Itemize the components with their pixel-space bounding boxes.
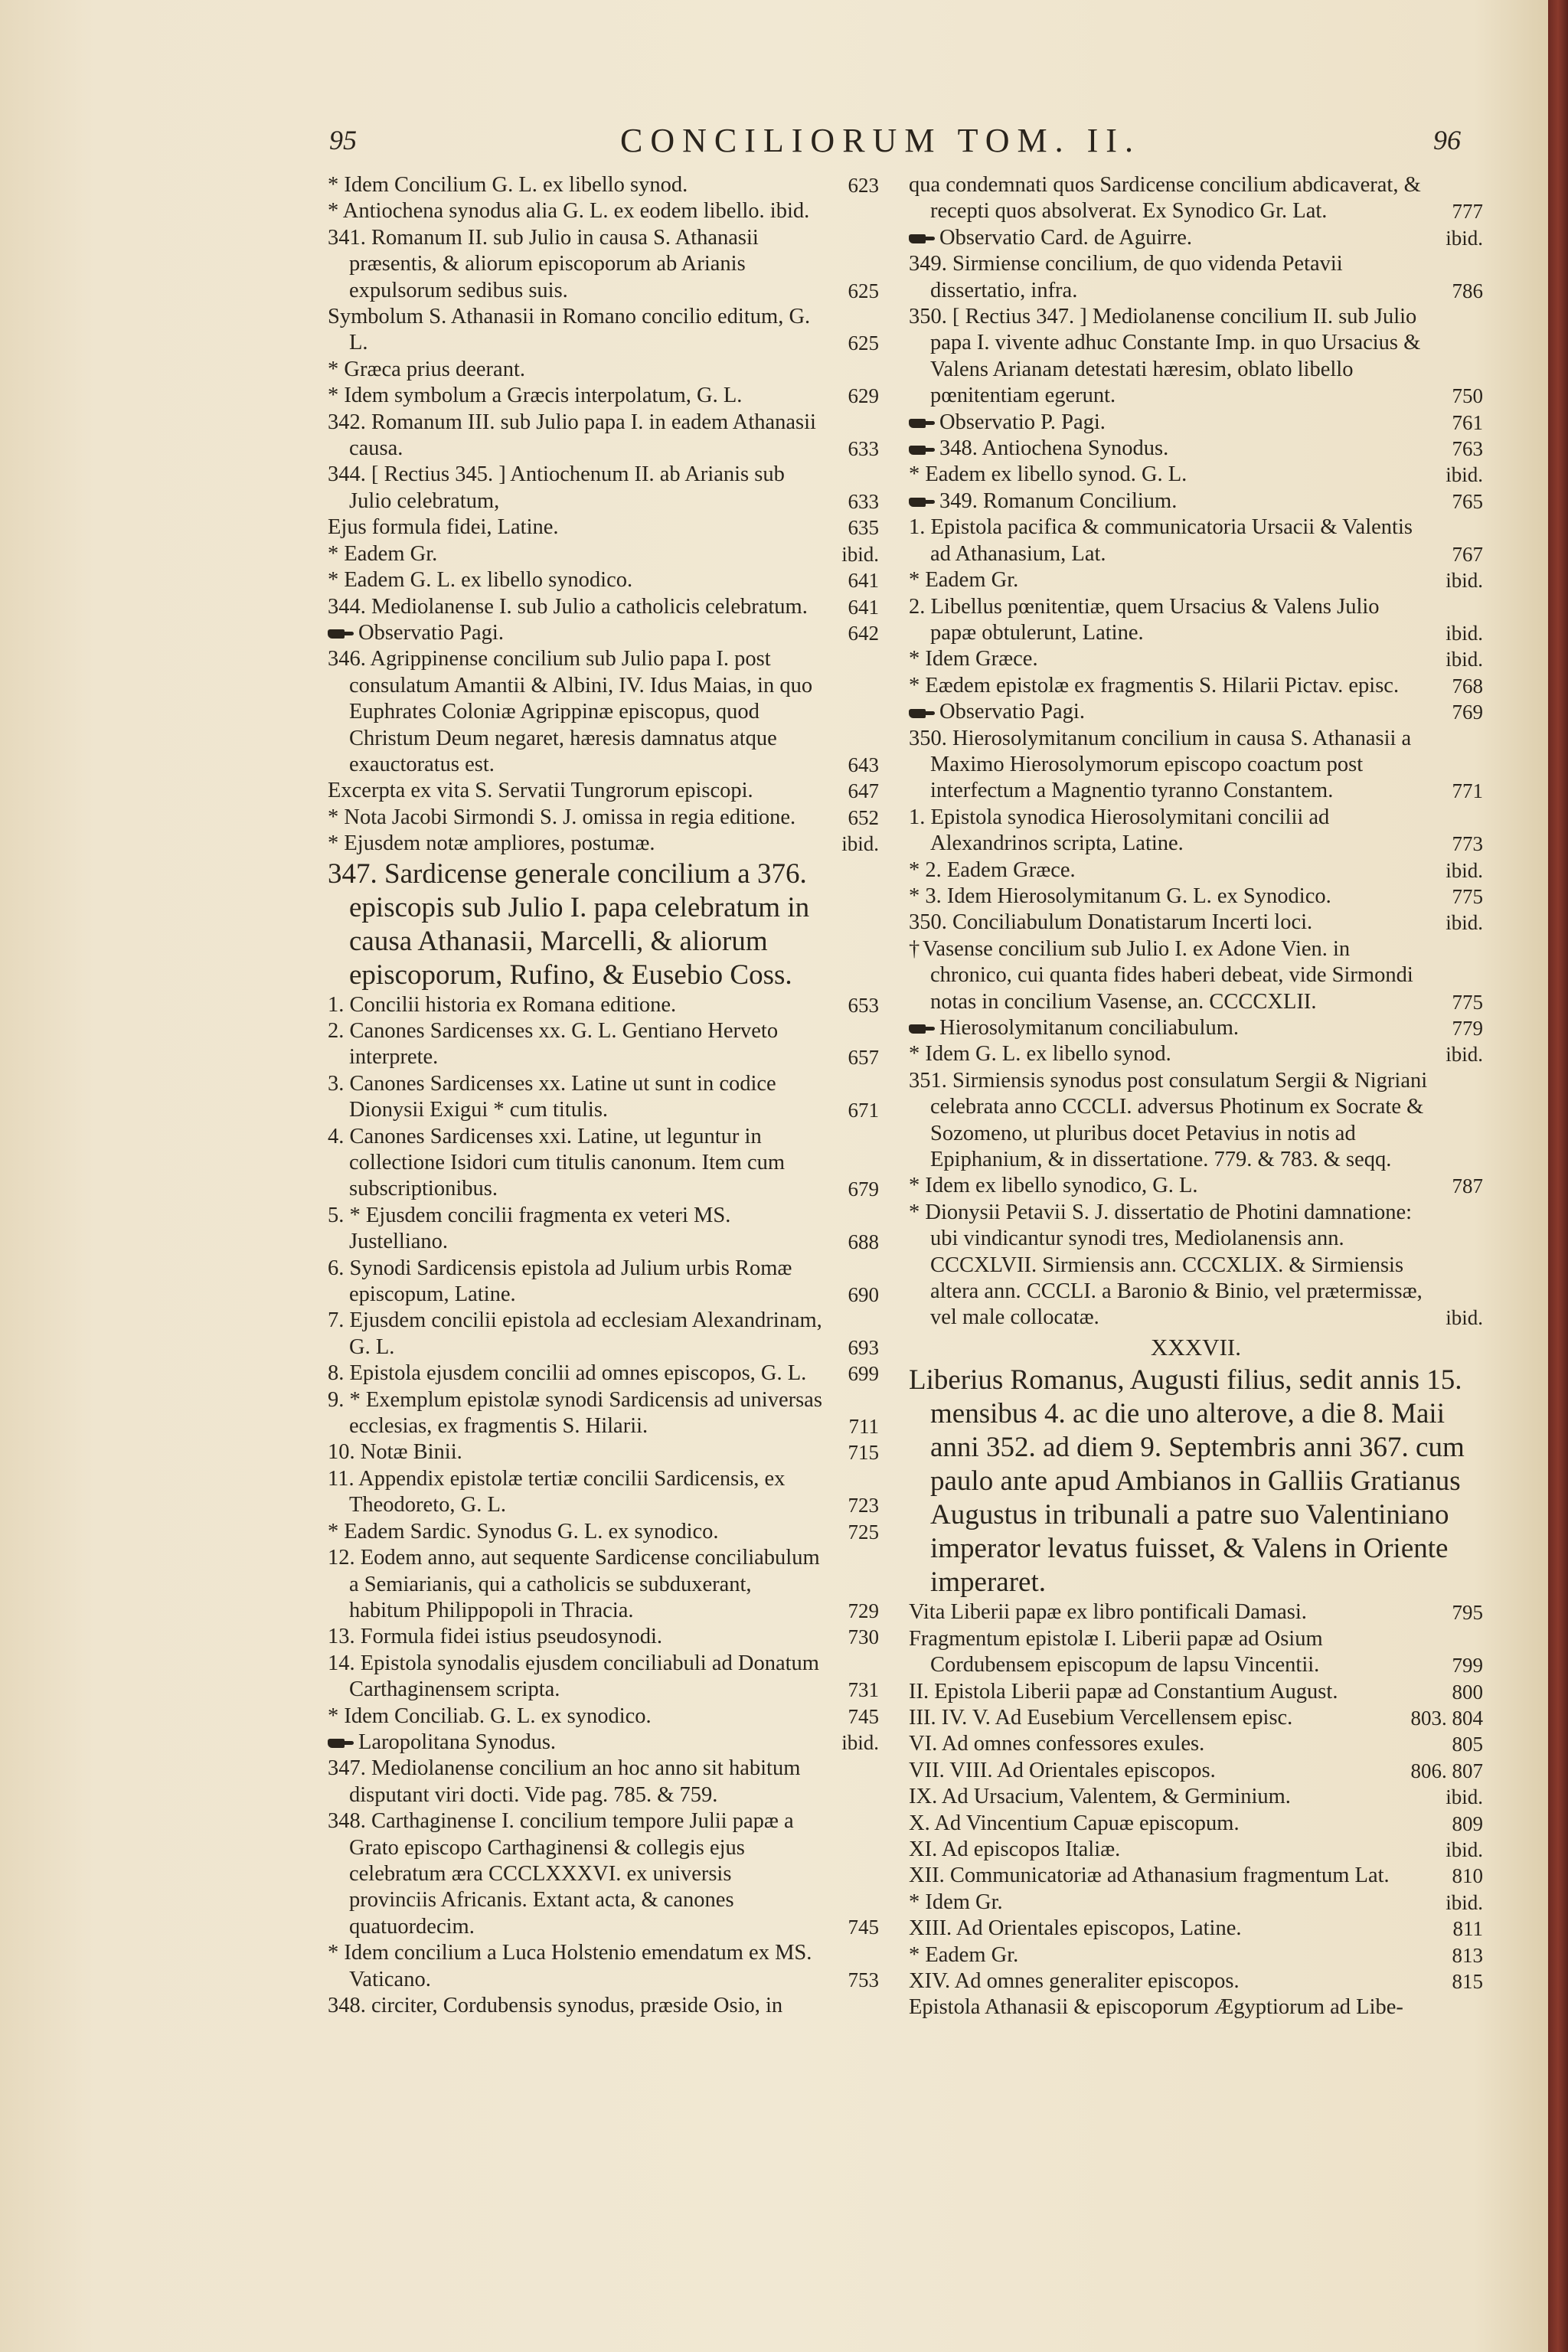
entry-text: X. Ad Vincentium Capuæ episcopum. [909, 1811, 1240, 1835]
entry-text: 347. Sardicense generale concilium a 376. episcopis sub Julio I. papa celebratum in causa Athanasii, Marcelli, & aliorum episcoporum, Rufino, & Eusebio Coss. [328, 858, 810, 991]
index-entry [909, 805, 1483, 858]
entry-page-number: 763 [1452, 437, 1483, 461]
entry-page-number: 671 [848, 1099, 879, 1122]
index-entry [328, 462, 879, 514]
index-entry [909, 1015, 1483, 1041]
index-entry [909, 514, 1483, 567]
index-entry [909, 251, 1483, 304]
index-entry [909, 646, 1483, 672]
entry-page-number: 813 [1452, 1943, 1483, 1967]
index-entry [909, 858, 1483, 884]
index-entry [328, 778, 879, 804]
entry-text: qua condemnati quos Sardicense concilium abdicaverat, & recepti quos absolverat. Ex Synodico Gr. Lat. [909, 173, 1421, 224]
entry-page-number: 805 [1452, 1733, 1483, 1756]
index-entry [328, 1071, 879, 1124]
index-entry [909, 1758, 1483, 1784]
index-entry [328, 992, 879, 1018]
index-entry [328, 594, 879, 620]
index-entry [328, 1203, 879, 1256]
pointing-hand-icon [909, 495, 935, 509]
entry-page-number: ibid. [841, 542, 879, 566]
index-entry [328, 1308, 879, 1361]
entry-text: * 3. Idem Hierosolymitanum G. L. ex Synodico. [909, 884, 1331, 908]
running-title: CONCILIORUM TOM. II. [620, 122, 1141, 159]
entry-text: XII. Communicatoriæ ad Athanasium fragmentum Lat. [909, 1864, 1390, 1888]
entry-text: III. IV. V. Ad Eusebium Vercellensem episc. [909, 1705, 1293, 1730]
entry-page-number: 729 [848, 1599, 879, 1622]
entry-text: 2. Canones Sardicenses xx. G. L. Gentiano Herveto interprete. [328, 1018, 779, 1070]
entry-page-number: 775 [1452, 990, 1483, 1014]
index-entry [328, 198, 879, 224]
entry-page-number: 731 [848, 1678, 879, 1702]
entry-page-number: 779 [1452, 1017, 1483, 1040]
entry-text: 14. Epistola synodalis ejusdem conciliabuli ad Donatum Carthaginensem scripta. [328, 1651, 819, 1702]
entry-text: 11. Appendix epistolæ tertiæ concilii Sardicensis, ex Theodoreto, G. L. [328, 1466, 786, 1517]
index-entry [328, 410, 879, 462]
entry-text: Hierosolymitanum conciliabulum. [939, 1016, 1240, 1040]
entry-text: * Eadem Gr. [328, 541, 438, 566]
index-entry [328, 1545, 879, 1624]
entry-text: 350. Conciliabulum Donatistarum Incerti loci. [909, 910, 1313, 935]
index-entry [909, 594, 1483, 647]
entry-page-number: ibid. [1446, 1838, 1483, 1861]
entry-text: * Idem Græce. [909, 647, 1038, 671]
entry-page-number: 806. 807 [1410, 1759, 1483, 1782]
entry-text: Fragmentum epistolæ I. Liberii papæ ad Osium Cordubensem episcopum de lapsu Vincentii. [909, 1626, 1323, 1677]
entry-text: 346. Agrippinense concilium sub Julio papa I. post consulatum Amantii & Albini, IV. Idus Maias, in quo Euphrates Coloniæ Agrippinæ episcopus, quod Christum Deum negaret, hæresis damnatus atque exauctoratus est. [328, 647, 813, 776]
entry-text: VI. Ad omnes confessores exules. [909, 1732, 1205, 1756]
entry-text: 13. Formula fidei istius pseudosynodi. [328, 1625, 662, 1649]
index-entry [328, 1256, 879, 1308]
entry-page-number: 800 [1452, 1680, 1483, 1704]
entry-page-number: 725 [848, 1520, 879, 1544]
entry-page-number: ibid. [841, 1730, 879, 1754]
entry-text: 3. Canones Sardicenses xx. Latine ut sunt in codice Dionysii Exigui * cum titulis. [328, 1071, 776, 1122]
index-entry [909, 1679, 1483, 1705]
entry-page-number: ibid. [1446, 463, 1483, 487]
entry-page-number: 635 [848, 516, 879, 540]
entry-text: 350. Hierosolymitanum concilium in causa S. Athanasii a Maximo Hierosolymorum episcopo coactum post interfectum a Magnentio tyranno Constantem. [909, 726, 1412, 803]
entry-text: Observatio Card. de Aguirre. [939, 225, 1193, 250]
entry-page-number: 815 [1452, 1969, 1483, 1993]
index-entry [328, 1439, 879, 1465]
index-entry [909, 1626, 1483, 1679]
entry-page-number: ibid. [841, 832, 879, 856]
entry-page-number: 699 [848, 1362, 879, 1386]
entry-page-number: 753 [848, 1968, 879, 1991]
entry-page-number: 799 [1452, 1654, 1483, 1677]
index-entry [328, 646, 879, 778]
index-entry [909, 1173, 1483, 1199]
entry-page-number: 652 [848, 805, 879, 829]
entry-text: 350. [ Rectius 347. ] Mediolanense concilium II. sub Julio papa I. vivente adhuc Constante Imp. in quo Ursacius & Valens Arianam detestati hæresim, oblato libello pœnitentiam egerunt. [909, 305, 1421, 408]
pointing-hand-icon [909, 1022, 935, 1036]
index-entry [909, 1942, 1483, 1968]
entry-text: * Nota Jacobi Sirmondi S. J. omissa in regia editione. [328, 805, 796, 829]
index-entry [328, 357, 879, 383]
index-entry [909, 172, 1483, 225]
entry-text: Excerpta ex vita S. Servatii Tungrorum episcopi. [328, 779, 753, 803]
entry-text: 344. [ Rectius 345. ] Antiochenum II. ab Arianis sub Julio celebratum, [328, 462, 785, 513]
entry-page-number: 771 [1452, 779, 1483, 803]
entry-text: 348. circiter, Cordubensis synodus, præside Osio, in [328, 1994, 783, 2017]
entry-page-number: ibid. [1446, 226, 1483, 250]
index-entry [328, 620, 879, 646]
entry-page-number: 688 [848, 1230, 879, 1254]
book-edge [1548, 0, 1568, 2352]
entry-text: Ejus formula fidei, Latine. [328, 515, 559, 540]
entry-page-number: 693 [848, 1335, 879, 1359]
page-header [329, 121, 1461, 167]
index-entry [909, 884, 1483, 910]
entry-text: * Ejusdem notæ ampliores, postumæ. [328, 831, 655, 856]
entry-page-number: ibid. [1446, 911, 1483, 935]
entry-page-number: 715 [848, 1441, 879, 1465]
pointing-hand-icon [909, 443, 935, 457]
index-entry [909, 1890, 1483, 1916]
entry-text: Observatio P. Pagi. [939, 410, 1106, 434]
entry-text: Observatio Pagi. [358, 620, 504, 645]
entry-page-number: 745 [848, 1704, 879, 1728]
entry-text: Observatio Pagi. [939, 700, 1085, 724]
entry-text: 344. Mediolanense I. sub Julio a catholicis celebratum. [328, 594, 808, 619]
right-column [909, 172, 1483, 2021]
index-entry [909, 304, 1483, 410]
index-entry [909, 726, 1483, 805]
entry-page-number: 811 [1452, 1917, 1483, 1941]
index-entry [909, 1041, 1483, 1067]
entry-page-number: 642 [848, 621, 879, 645]
index-entry [909, 1731, 1483, 1757]
entry-text: * Idem concilium a Luca Holstenio emendatum ex MS. Vaticano. [328, 1941, 812, 1991]
pointing-hand-icon [909, 232, 935, 246]
entry-text: 1. Concilii historia ex Romana editione. [328, 992, 677, 1017]
entry-page-number: 761 [1452, 410, 1483, 434]
index-entry [328, 1651, 879, 1704]
entry-text: * 2. Eadem Græce. [909, 858, 1076, 882]
entry-text: * Idem Gr. [909, 1890, 1003, 1914]
index-entry [328, 225, 879, 304]
pointing-hand-icon [909, 416, 935, 430]
entry-page-number: 730 [848, 1625, 879, 1649]
index-entry [328, 1940, 879, 1993]
entry-page-number: 641 [848, 595, 879, 619]
entry-text: * Dionysii Petavii S. J. dissertatio de Photini damnatione: ubi vindicantur synodi tres, Mediolanensis ann. CCCXLVII. Sirmiensis ann. CCCXLIX. & Sirmiensis altera ann. CCCLI. a Baronio & Binio, vel prætermissæ, vel male collocatæ. [909, 1200, 1423, 1330]
entry-text: 5. * Ejusdem concilii fragmenta ex veteri MS. Justelliano. [328, 1203, 731, 1254]
entry-page-number: 768 [1452, 674, 1483, 697]
entry-text: 2. Libellus pœnitentiæ, quem Ursacius & Valens Julio papæ obtulerunt, Latine. [909, 594, 1380, 645]
entry-text: Laropolitana Synodus. [358, 1730, 557, 1754]
index-entry [328, 858, 879, 992]
entry-page-number: 643 [848, 753, 879, 776]
entry-text: 348. Carthaginense I. concilium tempore Julii papæ a Grato episcopo Carthaginensi & collegis ejus celebratum æra CCCLXXXVI. ex universis provinciis Africanis. Extant acta, & canones quatuordecim. [328, 1809, 794, 1939]
index-entry [909, 488, 1483, 514]
entry-page-number: ibid. [1446, 569, 1483, 593]
index-entry [909, 1331, 1483, 1364]
entry-page-number: 795 [1452, 1601, 1483, 1625]
entry-page-number: ibid. [1446, 648, 1483, 671]
entry-page-number: 625 [848, 332, 879, 355]
index-entry [909, 1364, 1483, 1599]
index-entry [909, 1916, 1483, 1942]
index-entry [328, 514, 879, 541]
entry-text: 348. Antiochena Synodus. [939, 436, 1169, 461]
entry-text: * Idem Concilium G. L. ex libello synod. [328, 173, 688, 197]
index-entry [909, 1705, 1483, 1731]
entry-text: * Græca prius deerant. [328, 357, 525, 381]
pointing-hand-icon [909, 707, 935, 720]
index-entry [328, 541, 879, 567]
entry-text: 349. Sirmiense concilium, de quo videnda Petavii dissertatio, infra. [909, 252, 1343, 302]
entry-page-number: 745 [848, 1915, 879, 1939]
entry-page-number: ibid. [1446, 1890, 1483, 1914]
entry-page-number: 810 [1452, 1864, 1483, 1888]
index-entry [909, 910, 1483, 936]
index-entry [328, 1018, 879, 1071]
index-entry [909, 1837, 1483, 1863]
index-entry [909, 410, 1483, 436]
entry-text: 9. * Exemplum epistolæ synodi Sardicensis ad universas ecclesias, ex fragmentis S. Hilarii. [328, 1387, 822, 1439]
entry-page-number: ibid. [1446, 1306, 1483, 1330]
pointing-hand-icon [328, 1736, 354, 1750]
dagger-icon: † [909, 936, 920, 961]
entry-text: 12. Eodem anno, aut sequente Sardicense conciliabulum a Semiarianis, qui a catholicis se subduxerant, habitum Philippopoli in Thracia. [328, 1546, 820, 1622]
entry-text: * Eadem Gr. [909, 568, 1019, 593]
index-entry [909, 1863, 1483, 1889]
index-entry [328, 1519, 879, 1545]
left-column [328, 172, 879, 2019]
index-entry [909, 1200, 1483, 1331]
entry-page-number: 787 [1452, 1174, 1483, 1198]
index-entry [328, 1993, 879, 2019]
entry-text: * Idem G. L. ex libello synod. [909, 1042, 1171, 1067]
index-entry [328, 567, 879, 593]
page-number-left: 95 [329, 125, 357, 155]
entry-text: 1. Epistola synodica Hierosolymitani concilii ad Alexandrinos scripta, Latine. [909, 805, 1330, 856]
entry-text: 6. Synodi Sardicensis epistola ad Julium urbis Romæ episcopum, Latine. [328, 1256, 792, 1307]
entry-page-number: 750 [1452, 384, 1483, 408]
entry-text: VII. VIII. Ad Orientales episcopos. [909, 1758, 1216, 1782]
index-entry [328, 1361, 879, 1387]
entry-page-number: 653 [848, 993, 879, 1017]
entry-page-number: 809 [1452, 1811, 1483, 1835]
index-entry [909, 699, 1483, 725]
entry-text: 8. Epistola ejusdem concilii ad omnes episcopos, G. L. [328, 1361, 807, 1386]
entry-page-number: 786 [1452, 279, 1483, 302]
index-entry [909, 567, 1483, 593]
entry-text: 349. Romanum Concilium. [939, 488, 1178, 513]
entry-page-number: 767 [1452, 542, 1483, 566]
entry-text: 342. Romanum III. sub Julio papa I. in eadem Athanasii causa. [328, 410, 816, 461]
entry-page-number: 633 [848, 489, 879, 513]
entry-page-number: 647 [848, 779, 879, 803]
index-entry [328, 805, 879, 831]
entry-page-number: 641 [848, 569, 879, 593]
entry-text: XIV. Ad omnes generaliter episcopos. [909, 1968, 1240, 1993]
index-entry [328, 1808, 879, 1940]
index-entry [328, 1387, 879, 1440]
entry-text: * Eædem epistolæ ex fragmentis S. Hilarii Pictav. episc. [909, 673, 1400, 697]
entry-text: * Eadem Gr. [909, 1942, 1019, 1967]
entry-text: * Eadem G. L. ex libello synodico. [328, 568, 633, 593]
entry-text: Epistola Athanasii & episcoporum Ægyptiorum ad Libe- [909, 1995, 1403, 2020]
index-entry [328, 1624, 879, 1650]
entry-page-number: ibid. [1446, 1043, 1483, 1067]
entry-text: 351. Sirmiensis synodus post consulatum Sergii & Nigriani celebrata anno CCCLI. adversus Photinum ex Socrate & Sozomeno, ut pluribus docet Petavius in notis ad Epiphanium, & in dissertatione. 779. & 783. & seqq. [909, 1068, 1428, 1172]
entry-page-number: 803. 804 [1410, 1706, 1483, 1730]
entry-page-number: 625 [848, 279, 879, 302]
entry-text: Symbolum S. Athanasii in Romano concilio editum, G. L. [328, 305, 811, 355]
entry-text: Liberius Romanus, Augusti filius, sedit annis 15. mensibus 4. ac die uno alterove, a die 8. Maii anni 352. ad diem 9. Septembris anni 367. cum paulo ante apud Ambianos in Galliis Gratianus Augustus in tribunali a patre suo Valentiniano imperator levatus fuisset, & Valens in Oriente imperaret. [909, 1364, 1465, 1599]
entry-text: * Eadem ex libello synod. G. L. [909, 462, 1187, 487]
entry-text: 1. Epistola pacifica & communicatoria Ursacii & Valentis ad Athanasium, Lat. [909, 515, 1413, 566]
entry-page-number: 629 [848, 384, 879, 408]
index-entry [328, 304, 879, 357]
index-entry [909, 1994, 1483, 2020]
entry-page-number: 777 [1452, 200, 1483, 224]
entry-page-number: 769 [1452, 701, 1483, 724]
entry-text: Vita Liberii papæ ex libro pontificali Damasi. [909, 1600, 1307, 1625]
index-entry [328, 1704, 879, 1730]
index-entry [909, 462, 1483, 488]
entry-text: XIII. Ad Orientales episcopos, Latine. [909, 1916, 1242, 1941]
entry-text: * Idem Conciliab. G. L. ex synodico. [328, 1704, 652, 1728]
index-entry [909, 673, 1483, 699]
index-entry [909, 436, 1483, 462]
pointing-hand-icon [328, 627, 354, 641]
entry-text: * Eadem Sardic. Synodus G. L. ex synodico. [328, 1519, 719, 1544]
entry-page-number: 723 [848, 1494, 879, 1517]
entry-page-number: 690 [848, 1283, 879, 1307]
entry-text: 341. Romanum II. sub Julio in causa S. Athanasii præsentis, & aliorum episcoporum ab Arianis expulsorum sedibus suis. [328, 225, 759, 302]
index-entry [909, 225, 1483, 251]
entry-page-number: ibid. [1446, 858, 1483, 882]
index-entry [328, 1756, 879, 1808]
entry-text: 347. Mediolanense concilium an hoc anno sit habitum disputant viri docti. Vide pag. 785. & 759. [328, 1756, 801, 1807]
entry-page-number: 773 [1452, 832, 1483, 856]
entry-page-number: 765 [1452, 489, 1483, 513]
index-entry [909, 1784, 1483, 1810]
index-entry [328, 1730, 879, 1756]
index-entry [328, 831, 879, 857]
entry-text: 4. Canones Sardicenses xxi. Latine, ut leguntur in collectione Isidori cum titulis canonum. Item cum subscriptionibus. [328, 1124, 786, 1201]
index-entry [909, 1811, 1483, 1837]
entry-text: Vasense concilium sub Julio I. ex Adone Vien. in chronico, cui quanta fides haberi debeat, vide Sirmondi notas in concilium Vasense, an. CCCCXLII. [923, 936, 1413, 1014]
entry-page-number: ibid. [1446, 1785, 1483, 1809]
index-entry [909, 936, 1483, 1015]
entry-page-number: 633 [848, 437, 879, 461]
page-number-right: 96 [1433, 125, 1461, 155]
entry-text: XXXVII. [1151, 1333, 1241, 1361]
entry-page-number: ibid. [1446, 621, 1483, 645]
entry-text: * Idem ex libello synodico, G. L. [909, 1174, 1198, 1198]
entry-text: * Antiochena synodus alia G. L. ex eodem libello. ibid. [328, 199, 810, 224]
index-entry [328, 383, 879, 409]
entry-page-number: 775 [1452, 884, 1483, 908]
entry-page-number: 679 [848, 1178, 879, 1201]
entry-text: XI. Ad episcopos Italiæ. [909, 1837, 1121, 1861]
index-entry [909, 1068, 1483, 1174]
entry-text: IX. Ad Ursacium, Valentem, & Germinium. [909, 1785, 1291, 1809]
index-entry [328, 1466, 879, 1519]
entry-page-number: 657 [848, 1046, 879, 1070]
entry-text: 7. Ejusdem concilii epistola ad ecclesiam Alexandrinam, G. L. [328, 1308, 822, 1359]
index-entry [328, 1124, 879, 1203]
index-entry [909, 1968, 1483, 1994]
entry-text: * Idem symbolum a Græcis interpolatum, G. L. [328, 384, 743, 408]
entry-text: II. Epistola Liberii papæ ad Constantium August. [909, 1679, 1338, 1704]
index-entry [328, 172, 879, 198]
entry-page-number: 623 [848, 174, 879, 197]
index-entry [909, 1599, 1483, 1625]
entry-text: 10. Notæ Binii. [328, 1440, 462, 1465]
entry-page-number: 711 [848, 1415, 879, 1439]
